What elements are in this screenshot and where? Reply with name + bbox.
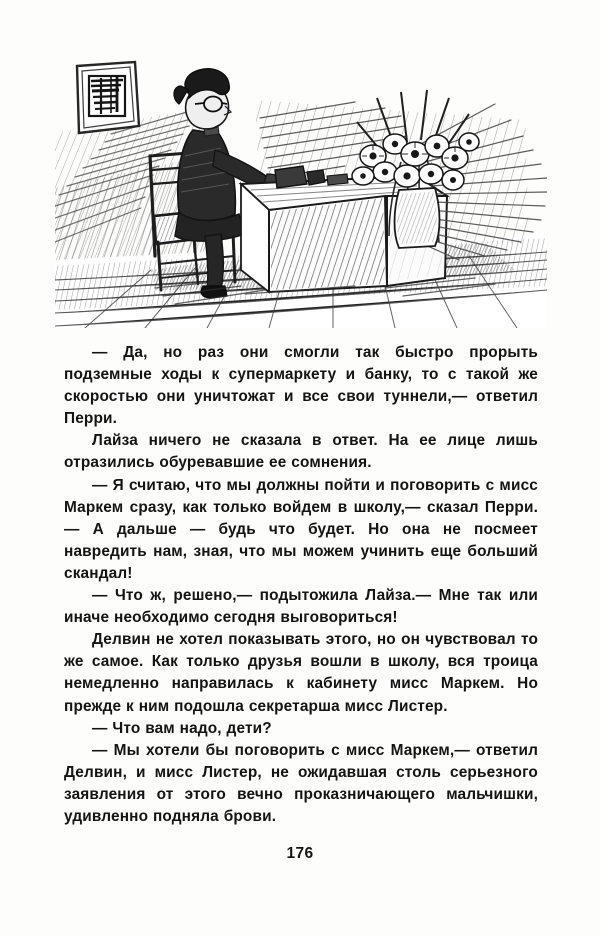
paragraph: — Что вам надо, дети?	[92, 719, 272, 737]
paragraph: Лайза ничего не сказала в ответ. На ее лице лишь отразились обуревавшие ее сомнения.	[64, 432, 538, 472]
chapter-illustration	[55, 38, 547, 328]
framed-picture	[77, 62, 139, 133]
paragraph: Делвин не хотел показывать этого, но он чувствовал то же самое. Как только друзья вошли в школу, вся троица немедленно направилась к кабинету мисс Маркем. Но прежде к ним подошла секретарша мисс Листер.	[64, 631, 538, 715]
paragraph: — Что ж, решено,— подытожила Лайза.— Мне так или иначе необходимо сегодня выговориться!	[64, 587, 538, 627]
paragraph: — Да, но раз они смогли так быстро прорыть подземные ходы к супермаркету и банку, то с такой же скоростью они уничтожат и все свои туннели,— ответил Перри.	[64, 344, 538, 428]
paragraph: — Мы хотели бы поговорить с мисс Маркем,— ответил Делвин, и мисс Листер, не ожидавшая столь серьезного заявления от этого вечно проказничающего мальчишки, удивленно подняла брови.	[64, 741, 538, 825]
page-number: 176	[286, 845, 314, 862]
paragraph: — Я считаю, что мы должны пойти и поговорить с мисс Маркем сразу, как только войдем в школу,— сказал Перри.— А дальше — будь что будет. Но она не посмеет навредить нам, зная, что мы можем учинить еще больший скандал!	[64, 476, 538, 582]
body-text	[64, 342, 538, 828]
